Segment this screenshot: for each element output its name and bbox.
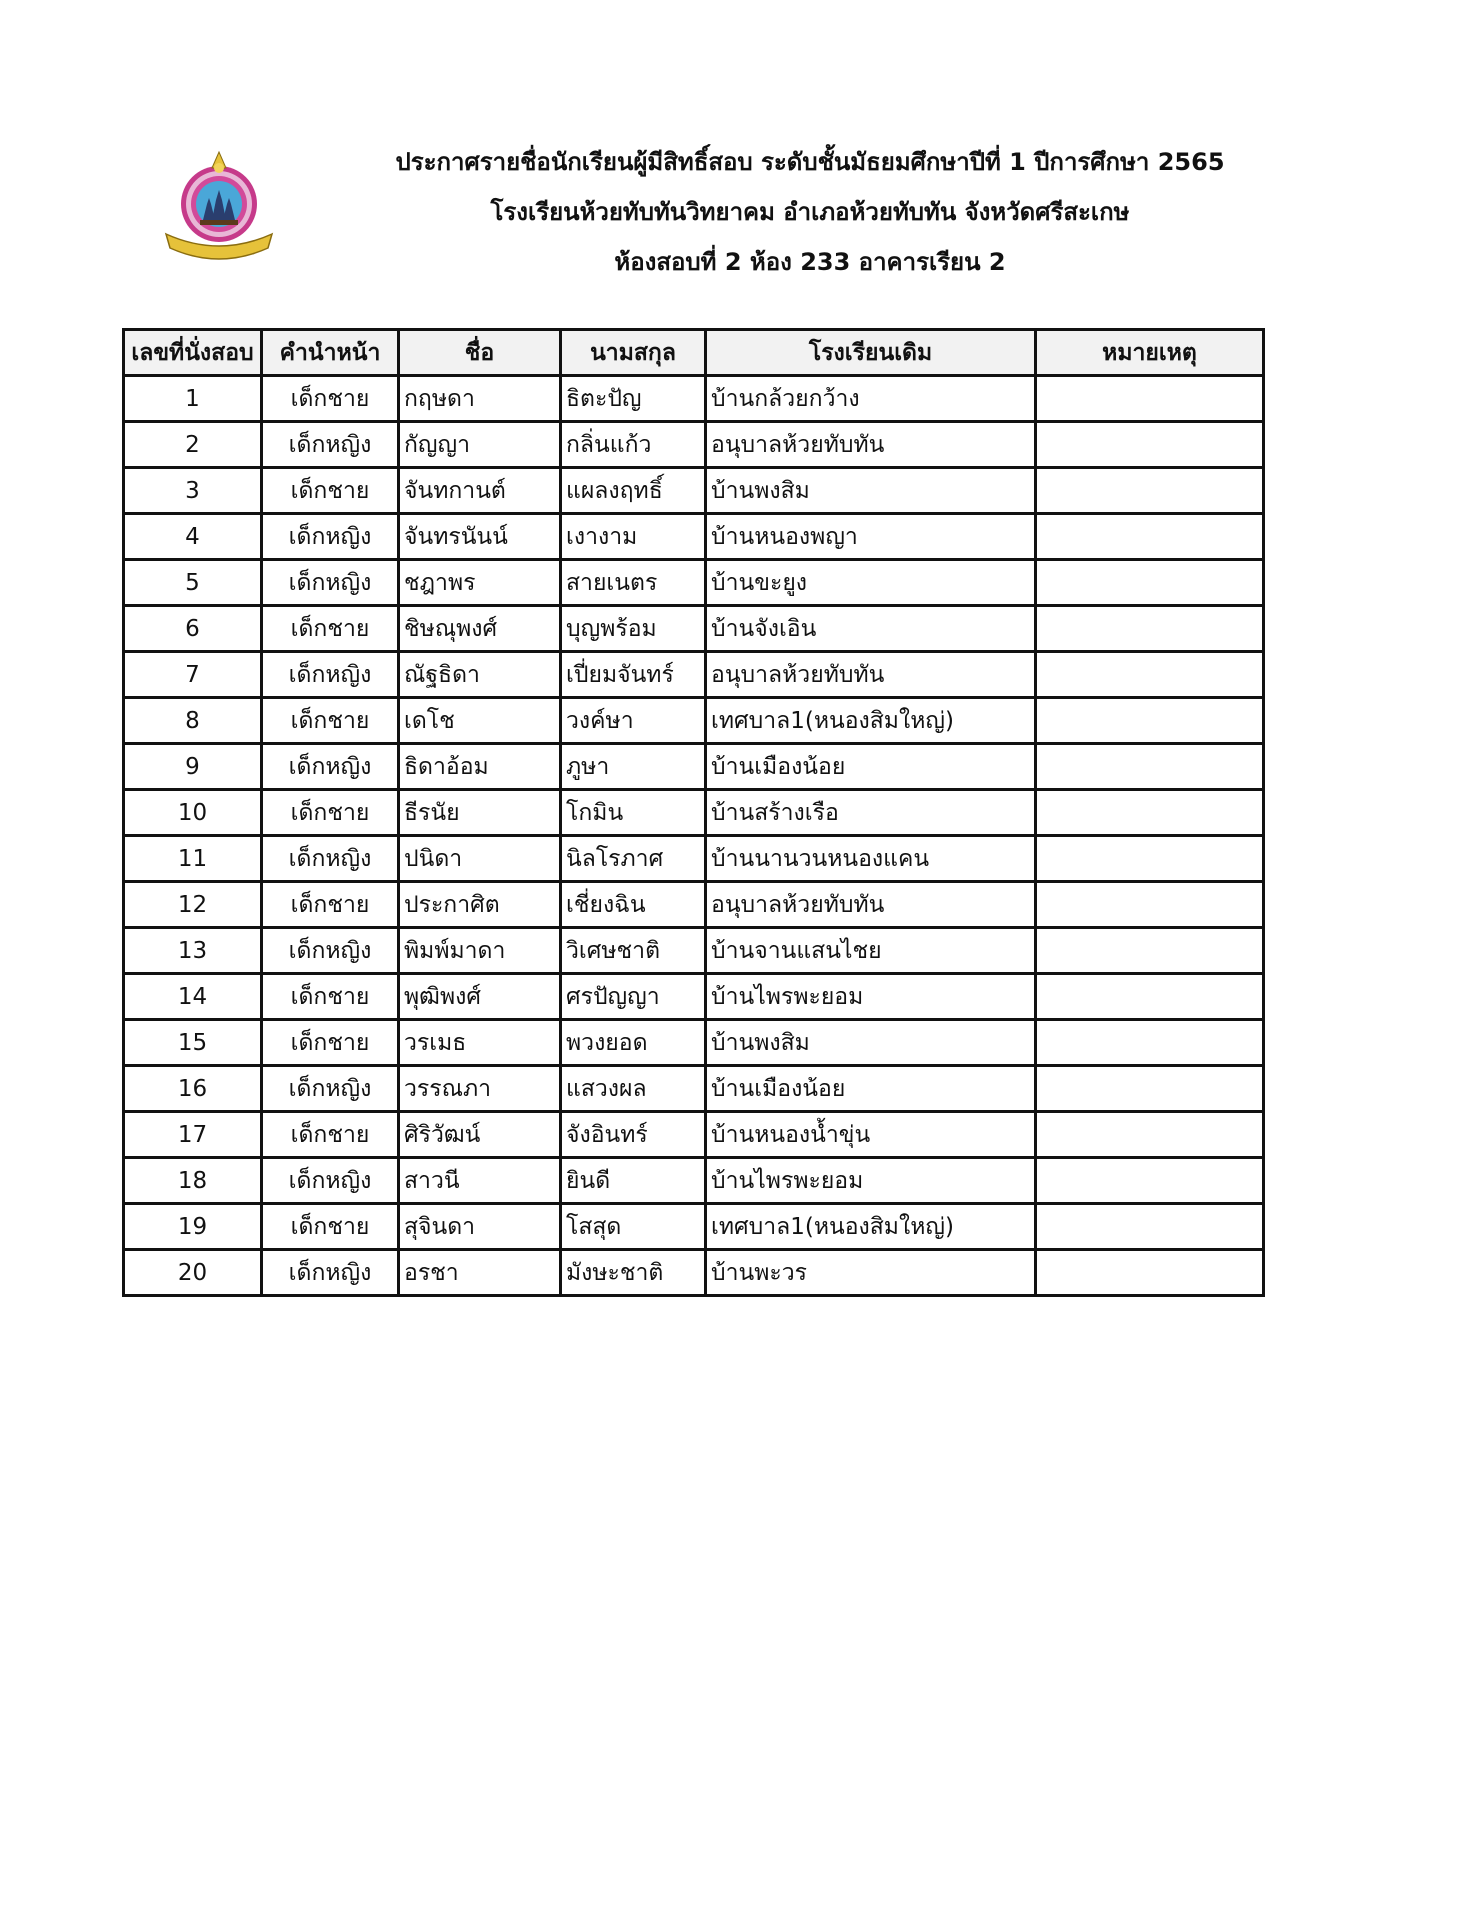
previous-school-cell: บ้านไพรพะยอม [706, 974, 1036, 1020]
last-name-cell: บุญพร้อม [561, 606, 706, 652]
remarks-cell [1036, 882, 1264, 928]
col-previous-school: โรงเรียนเดิม [706, 330, 1036, 376]
first-name-cell: ณัฐธิดา [399, 652, 561, 698]
table-row [124, 1250, 1264, 1296]
last-name-cell: นิลโรภาศ [561, 836, 706, 882]
prefix-cell: เด็กหญิง [262, 836, 399, 882]
remarks-cell [1036, 1112, 1264, 1158]
remarks-cell [1036, 698, 1264, 744]
seat-number-cell: 15 [124, 1020, 262, 1066]
last-name-cell: แผลงฤทธิ์ [561, 468, 706, 514]
table-row [124, 1020, 1264, 1066]
table-row [124, 974, 1264, 1020]
announcement-title: ประกาศรายชื่อนักเรียนผู้มีสิทธิ์สอบ ระดับชั้นมัธยมศึกษาปีที่ 1 ปีการศึกษา 2565 [395, 148, 1225, 176]
first-name-cell: สุจินดา [399, 1204, 561, 1250]
remarks-cell [1036, 836, 1264, 882]
last-name-cell: ภูษา [561, 744, 706, 790]
remarks-cell [1036, 1250, 1264, 1296]
last-name-cell: เชี่ยงฉิน [561, 882, 706, 928]
last-name-cell: กลิ่นแก้ว [561, 422, 706, 468]
last-name-cell: จังอินทร์ [561, 1112, 706, 1158]
col-seat-number: เลขที่นั่งสอบ [124, 330, 262, 376]
remarks-cell [1036, 422, 1264, 468]
first-name-cell: วรรณภา [399, 1066, 561, 1112]
remarks-cell [1036, 560, 1264, 606]
seat-number-cell: 6 [124, 606, 262, 652]
prefix-cell: เด็กหญิง [262, 514, 399, 560]
prefix-cell: เด็กชาย [262, 468, 399, 514]
remarks-cell [1036, 514, 1264, 560]
seat-number-cell: 14 [124, 974, 262, 1020]
previous-school-cell: อนุบาลห้วยทับทัน [706, 422, 1036, 468]
previous-school-cell: บ้านจานแสนไชย [706, 928, 1036, 974]
col-prefix: คำนำหน้า [262, 330, 399, 376]
remarks-cell [1036, 974, 1264, 1020]
prefix-cell: เด็กชาย [262, 376, 399, 422]
remarks-cell [1036, 928, 1264, 974]
first-name-cell: ประกาศิต [399, 882, 561, 928]
prefix-cell: เด็กหญิง [262, 1158, 399, 1204]
last-name-cell: วงค์ษา [561, 698, 706, 744]
first-name-cell: กฤษดา [399, 376, 561, 422]
remarks-cell [1036, 1020, 1264, 1066]
col-remarks: หมายเหตุ [1036, 330, 1264, 376]
last-name-cell: โกมิน [561, 790, 706, 836]
prefix-cell: เด็กชาย [262, 882, 399, 928]
remarks-cell [1036, 744, 1264, 790]
previous-school-cell: เทศบาล1(หนองสิมใหญ่) [706, 698, 1036, 744]
col-last-name: นามสกุล [561, 330, 706, 376]
prefix-cell: เด็กชาย [262, 790, 399, 836]
table-row [124, 1112, 1264, 1158]
seat-number-cell: 18 [124, 1158, 262, 1204]
table-row [124, 790, 1264, 836]
last-name-cell: สายเนตร [561, 560, 706, 606]
last-name-cell: ยินดี [561, 1158, 706, 1204]
first-name-cell: ธีรนัย [399, 790, 561, 836]
table-row [124, 882, 1264, 928]
seat-number-cell: 8 [124, 698, 262, 744]
remarks-cell [1036, 652, 1264, 698]
previous-school-cell: บ้านหนองพญา [706, 514, 1036, 560]
prefix-cell: เด็กหญิง [262, 928, 399, 974]
first-name-cell: พุฒิพงศ์ [399, 974, 561, 1020]
previous-school-cell: บ้านสร้างเรือ [706, 790, 1036, 836]
prefix-cell: เด็กหญิง [262, 1250, 399, 1296]
first-name-cell: วรเมธ [399, 1020, 561, 1066]
previous-school-cell: บ้านพงสิม [706, 468, 1036, 514]
table-row [124, 744, 1264, 790]
seat-number-cell: 2 [124, 422, 262, 468]
first-name-cell: อรชา [399, 1250, 561, 1296]
first-name-cell: จันทกานต์ [399, 468, 561, 514]
seat-number-cell: 20 [124, 1250, 262, 1296]
table-row [124, 422, 1264, 468]
first-name-cell: ศิริวัฒน์ [399, 1112, 561, 1158]
previous-school-cell: บ้านเมืองน้อย [706, 1066, 1036, 1112]
previous-school-cell: บ้านกล้วยกว้าง [706, 376, 1036, 422]
seat-number-cell: 3 [124, 468, 262, 514]
table-row [124, 1158, 1264, 1204]
table-row [124, 560, 1264, 606]
previous-school-cell: บ้านจังเอิน [706, 606, 1036, 652]
remarks-cell [1036, 1158, 1264, 1204]
prefix-cell: เด็กหญิง [262, 422, 399, 468]
previous-school-cell: อนุบาลห้วยทับทัน [706, 652, 1036, 698]
remarks-cell [1036, 376, 1264, 422]
previous-school-cell: บ้านพงสิม [706, 1020, 1036, 1066]
seat-number-cell: 12 [124, 882, 262, 928]
last-name-cell: แสวงผล [561, 1066, 706, 1112]
seat-number-cell: 11 [124, 836, 262, 882]
previous-school-cell: บ้านหนองน้ำขุ่น [706, 1112, 1036, 1158]
prefix-cell: เด็กชาย [262, 1204, 399, 1250]
seat-number-cell: 1 [124, 376, 262, 422]
previous-school-cell: บ้านพะวร [706, 1250, 1036, 1296]
seat-number-cell: 4 [124, 514, 262, 560]
exam-room-line: ห้องสอบที่ 2 ห้อง 233 อาคารเรียน 2 [614, 248, 1006, 276]
first-name-cell: จันทรนันน์ [399, 514, 561, 560]
first-name-cell: ชิษณุพงศ์ [399, 606, 561, 652]
first-name-cell: ปนิดา [399, 836, 561, 882]
table-row [124, 698, 1264, 744]
seat-number-cell: 13 [124, 928, 262, 974]
seat-number-cell: 17 [124, 1112, 262, 1158]
last-name-cell: มังษะชาติ [561, 1250, 706, 1296]
previous-school-cell: อนุบาลห้วยทับทัน [706, 882, 1036, 928]
last-name-cell: ธิตะปัญ [561, 376, 706, 422]
last-name-cell: เงางาม [561, 514, 706, 560]
first-name-cell: ชฎาพร [399, 560, 561, 606]
previous-school-cell: บ้านขะยูง [706, 560, 1036, 606]
previous-school-cell: บ้านไพรพะยอม [706, 1158, 1036, 1204]
prefix-cell: เด็กหญิง [262, 652, 399, 698]
last-name-cell: ศรปัญญา [561, 974, 706, 1020]
prefix-cell: เด็กหญิง [262, 1066, 399, 1112]
previous-school-cell: บ้านเมืองน้อย [706, 744, 1036, 790]
seat-number-cell: 16 [124, 1066, 262, 1112]
last-name-cell: เปี่ยมจันทร์ [561, 652, 706, 698]
remarks-cell [1036, 1066, 1264, 1112]
last-name-cell: วิเศษชาติ [561, 928, 706, 974]
table-row [124, 606, 1264, 652]
previous-school-cell: เทศบาล1(หนองสิมใหญ่) [706, 1204, 1036, 1250]
school-name-line: โรงเรียนห้วยทับทันวิทยาคม อำเภอห้วยทับทัน จังหวัดศรีสะเกษ [490, 198, 1130, 226]
student-roster-table [122, 328, 1265, 1297]
remarks-cell [1036, 606, 1264, 652]
prefix-cell: เด็กชาย [262, 974, 399, 1020]
table-row [124, 468, 1264, 514]
seat-number-cell: 10 [124, 790, 262, 836]
seat-number-cell: 5 [124, 560, 262, 606]
table-row [124, 836, 1264, 882]
remarks-cell [1036, 1204, 1264, 1250]
prefix-cell: เด็กชาย [262, 698, 399, 744]
col-first-name: ชื่อ [399, 330, 561, 376]
table-row [124, 928, 1264, 974]
table-row [124, 514, 1264, 560]
previous-school-cell: บ้านนานวนหนองแคน [706, 836, 1036, 882]
remarks-cell [1036, 468, 1264, 514]
prefix-cell: เด็กชาย [262, 1020, 399, 1066]
seat-number-cell: 7 [124, 652, 262, 698]
remarks-cell [1036, 790, 1264, 836]
prefix-cell: เด็กหญิง [262, 560, 399, 606]
last-name-cell: โสสุด [561, 1204, 706, 1250]
first-name-cell: กัญญา [399, 422, 561, 468]
table-header-row [124, 330, 1264, 376]
first-name-cell: สาวนี [399, 1158, 561, 1204]
first-name-cell: เดโช [399, 698, 561, 744]
table-row [124, 652, 1264, 698]
first-name-cell: พิมพ์มาดา [399, 928, 561, 974]
last-name-cell: พวงยอด [561, 1020, 706, 1066]
seat-number-cell: 19 [124, 1204, 262, 1250]
prefix-cell: เด็กหญิง [262, 744, 399, 790]
table-row [124, 1204, 1264, 1250]
first-name-cell: ธิดาอ้อม [399, 744, 561, 790]
seat-number-cell: 9 [124, 744, 262, 790]
table-row [124, 376, 1264, 422]
prefix-cell: เด็กชาย [262, 1112, 399, 1158]
prefix-cell: เด็กชาย [262, 606, 399, 652]
table-row [124, 1066, 1264, 1112]
